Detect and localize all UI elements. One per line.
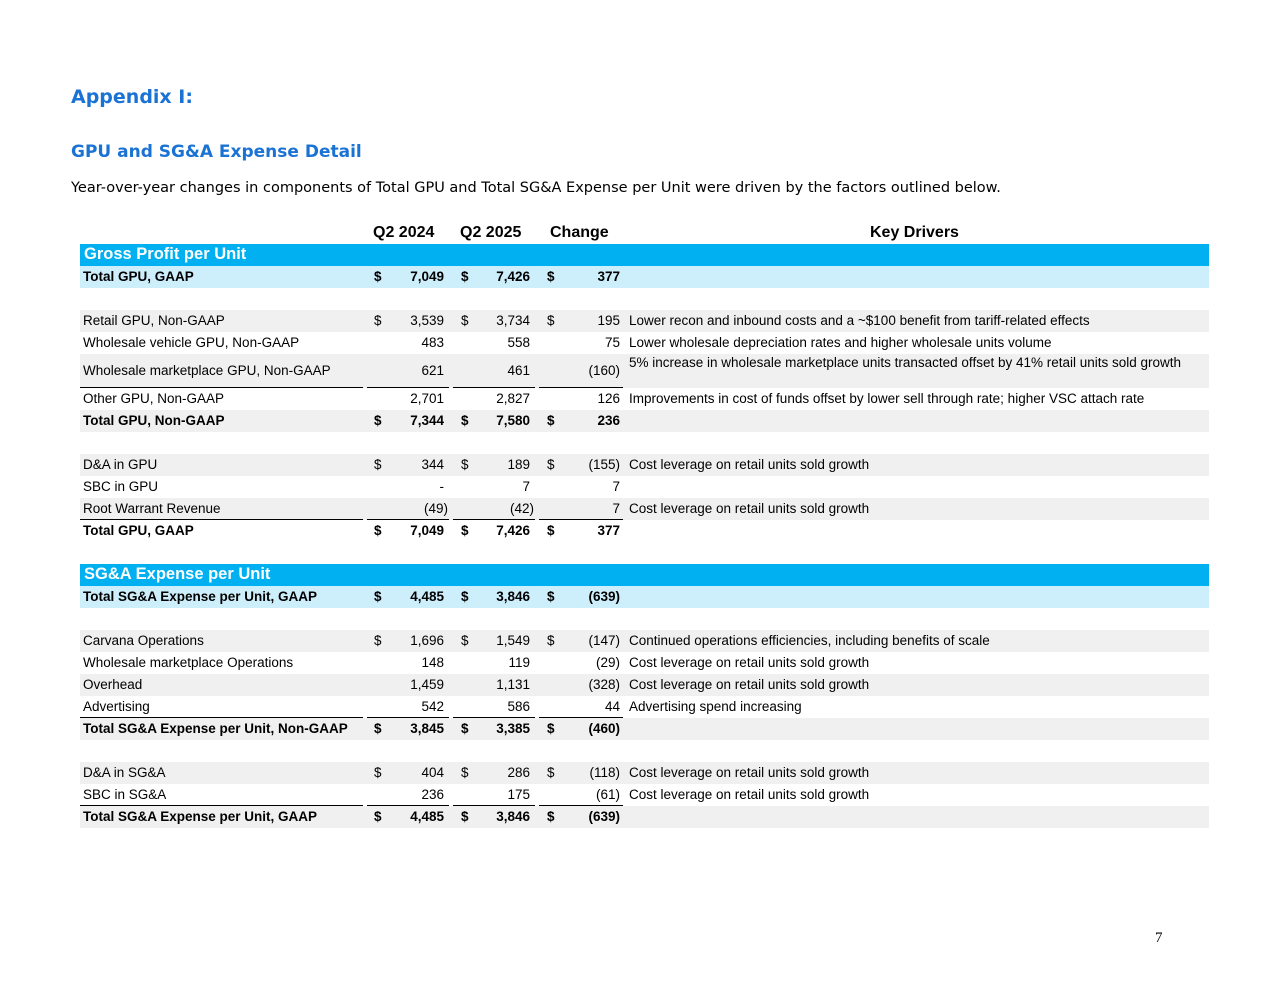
value-change: 7 bbox=[612, 501, 620, 516]
row-divider bbox=[453, 805, 535, 806]
currency-symbol: $ bbox=[547, 269, 555, 284]
value-q2-2025: 461 bbox=[507, 363, 530, 378]
value-change: (147) bbox=[588, 633, 620, 648]
row-divider bbox=[80, 717, 363, 718]
column-header-q2-2025: Q2 2025 bbox=[460, 224, 522, 241]
table-row bbox=[80, 266, 1209, 288]
value-q2-2025: 7,580 bbox=[496, 413, 530, 428]
value-q2-2025: 286 bbox=[507, 765, 530, 780]
value-change: 377 bbox=[597, 269, 620, 284]
value-q2-2024: 2,701 bbox=[410, 391, 444, 406]
value-change: 7 bbox=[612, 479, 620, 494]
value-q2-2025: 3,734 bbox=[496, 313, 530, 328]
currency-symbol: $ bbox=[547, 633, 555, 648]
value-change: 195 bbox=[597, 313, 620, 328]
value-change: (328) bbox=[588, 677, 620, 692]
currency-symbol: $ bbox=[547, 413, 555, 428]
value-q2-2024: 7,049 bbox=[410, 523, 444, 538]
intro-text: Year-over-year changes in components of Total GPU and Total SG&A Expense per Unit were driven by the factors outlined below. bbox=[71, 180, 1001, 196]
table-row bbox=[80, 586, 1209, 608]
row-label: SBC in GPU bbox=[83, 479, 159, 494]
currency-symbol: $ bbox=[547, 523, 555, 538]
currency-symbol: $ bbox=[374, 313, 382, 328]
currency-symbol: $ bbox=[374, 413, 382, 428]
table-row bbox=[80, 310, 1209, 332]
value-q2-2025: 189 bbox=[507, 457, 530, 472]
row-label: SBC in SG&A bbox=[83, 787, 167, 802]
row-label: Wholesale vehicle GPU, Non-GAAP bbox=[83, 335, 300, 350]
value-q2-2025: (42) bbox=[509, 501, 534, 516]
key-driver: Cost leverage on retail units sold growth bbox=[629, 677, 870, 692]
value-q2-2024: 148 bbox=[421, 655, 444, 670]
value-q2-2025: 119 bbox=[508, 655, 530, 670]
value-change: 236 bbox=[597, 413, 620, 428]
section-heading: GPU and SG&A Expense Detail bbox=[71, 142, 362, 162]
row-divider bbox=[453, 387, 535, 388]
spacer-row bbox=[80, 432, 1209, 454]
value-q2-2025: 2,827 bbox=[496, 391, 530, 406]
currency-symbol: $ bbox=[461, 765, 469, 780]
row-label: Total SG&A Expense per Unit, GAAP bbox=[83, 809, 318, 824]
value-q2-2024: 3,539 bbox=[410, 313, 444, 328]
currency-symbol: $ bbox=[374, 589, 382, 604]
row-label: Root Warrant Revenue bbox=[83, 501, 221, 516]
gpu-section-title: Gross Profit per Unit bbox=[84, 245, 247, 263]
row-divider bbox=[453, 519, 535, 520]
row-label: Other GPU, Non-GAAP bbox=[83, 391, 225, 406]
row-label: Total GPU, GAAP bbox=[83, 523, 194, 538]
key-driver: Cost leverage on retail units sold growth bbox=[629, 765, 870, 780]
currency-symbol: $ bbox=[461, 633, 469, 648]
table-row bbox=[80, 388, 1209, 410]
table-row bbox=[80, 718, 1209, 740]
currency-symbol: $ bbox=[374, 269, 382, 284]
currency-symbol: $ bbox=[461, 269, 469, 284]
value-change: (61) bbox=[595, 787, 620, 802]
key-driver: Cost leverage on retail units sold growth bbox=[629, 655, 870, 670]
row-label: Total SG&A Expense per Unit, GAAP bbox=[83, 589, 318, 604]
value-q2-2024: (49) bbox=[423, 501, 448, 516]
row-divider bbox=[367, 519, 449, 520]
value-change: 377 bbox=[597, 523, 620, 538]
currency-symbol: $ bbox=[547, 809, 555, 824]
currency-symbol: $ bbox=[461, 589, 469, 604]
value-q2-2024: 542 bbox=[421, 699, 444, 714]
row-divider bbox=[367, 717, 449, 718]
table-row bbox=[80, 652, 1209, 674]
value-q2-2025: 1,549 bbox=[496, 633, 530, 648]
row-label: Total SG&A Expense per Unit, Non-GAAP bbox=[83, 721, 348, 736]
value-change: 126 bbox=[597, 391, 620, 406]
table-row bbox=[80, 630, 1209, 652]
currency-symbol: $ bbox=[374, 633, 382, 648]
key-driver: Advertising spend increasing bbox=[629, 699, 802, 714]
row-label: D&A in SG&A bbox=[83, 765, 166, 780]
row-divider bbox=[367, 387, 449, 388]
row-divider bbox=[539, 387, 623, 388]
value-change: (639) bbox=[588, 589, 620, 604]
currency-symbol: $ bbox=[374, 765, 382, 780]
key-driver: Cost leverage on retail units sold growth bbox=[629, 501, 870, 516]
value-q2-2024: 404 bbox=[421, 765, 444, 780]
key-driver: Cost leverage on retail units sold growth bbox=[629, 457, 870, 472]
row-divider bbox=[367, 805, 449, 806]
row-label: Overhead bbox=[83, 677, 143, 692]
table-row bbox=[80, 410, 1209, 432]
row-label: Wholesale marketplace Operations bbox=[83, 655, 294, 670]
value-q2-2025: 3,846 bbox=[496, 809, 530, 824]
currency-symbol: $ bbox=[374, 721, 382, 736]
value-q2-2024: 7,049 bbox=[410, 269, 444, 284]
table-row bbox=[80, 498, 1209, 520]
value-q2-2025: 558 bbox=[507, 335, 530, 350]
value-q2-2024: 7,344 bbox=[410, 413, 444, 428]
value-q2-2024: 4,485 bbox=[410, 809, 444, 824]
column-header-change: Change bbox=[550, 224, 609, 241]
key-driver: Lower wholesale depreciation rates and higher wholesale units volume bbox=[629, 335, 1052, 350]
row-label: D&A in GPU bbox=[83, 457, 158, 472]
value-q2-2024: 621 bbox=[421, 363, 444, 378]
key-driver: Cost leverage on retail units sold growth bbox=[629, 787, 870, 802]
currency-symbol: $ bbox=[461, 413, 469, 428]
currency-symbol: $ bbox=[374, 457, 382, 472]
value-q2-2024: 236 bbox=[421, 787, 444, 802]
value-change: (460) bbox=[588, 721, 620, 736]
currency-symbol: $ bbox=[547, 589, 555, 604]
value-q2-2024: 344 bbox=[421, 457, 444, 472]
currency-symbol: $ bbox=[547, 765, 555, 780]
value-change: 75 bbox=[604, 335, 620, 350]
spacer-row bbox=[80, 740, 1209, 762]
table-row bbox=[80, 476, 1209, 498]
row-divider bbox=[539, 717, 623, 718]
sga-section-title: SG&A Expense per Unit bbox=[84, 565, 271, 583]
row-divider bbox=[453, 717, 535, 718]
currency-symbol: $ bbox=[461, 313, 469, 328]
row-label: Total GPU, Non-GAAP bbox=[83, 413, 225, 428]
currency-symbol: $ bbox=[461, 809, 469, 824]
row-label: Wholesale marketplace GPU, Non-GAAP bbox=[83, 363, 331, 378]
table-row bbox=[80, 784, 1209, 806]
value-q2-2024: - bbox=[439, 479, 444, 494]
table-row bbox=[80, 520, 1209, 542]
currency-symbol: $ bbox=[374, 809, 382, 824]
value-change: (118) bbox=[589, 765, 620, 780]
value-change: (155) bbox=[588, 457, 620, 472]
value-change: (29) bbox=[595, 655, 620, 670]
table-row bbox=[80, 806, 1209, 828]
currency-symbol: $ bbox=[547, 457, 555, 472]
value-change: (160) bbox=[588, 363, 620, 378]
key-driver: Improvements in cost of funds offset by lower sell through rate; higher VSC attach rate bbox=[629, 391, 1145, 406]
value-q2-2025: 3,385 bbox=[496, 721, 530, 736]
key-driver: 5% increase in wholesale marketplace units transacted offset by 41% retail units sold growth bbox=[629, 355, 1182, 370]
column-header-q2-2024: Q2 2024 bbox=[373, 224, 435, 241]
row-divider bbox=[80, 387, 363, 388]
value-q2-2025: 7 bbox=[522, 479, 530, 494]
table-row bbox=[80, 696, 1209, 718]
value-q2-2024: 483 bbox=[421, 335, 444, 350]
value-q2-2024: 4,485 bbox=[410, 589, 444, 604]
value-q2-2024: 3,845 bbox=[410, 721, 444, 736]
table-row bbox=[80, 674, 1209, 696]
spacer-row bbox=[80, 608, 1209, 630]
table-row bbox=[80, 454, 1209, 476]
value-change: 44 bbox=[604, 699, 620, 714]
value-q2-2025: 7,426 bbox=[496, 269, 530, 284]
table-row bbox=[80, 762, 1209, 784]
row-divider bbox=[539, 519, 623, 520]
currency-symbol: $ bbox=[374, 523, 382, 538]
sga-section-header bbox=[80, 564, 1209, 586]
currency-symbol: $ bbox=[461, 457, 469, 472]
currency-symbol: $ bbox=[547, 313, 555, 328]
value-q2-2025: 1,131 bbox=[496, 677, 530, 692]
value-q2-2024: 1,459 bbox=[410, 677, 444, 692]
row-divider bbox=[80, 519, 363, 520]
row-divider bbox=[539, 805, 623, 806]
currency-symbol: $ bbox=[461, 721, 469, 736]
key-driver: Continued operations efficiencies, including benefits of scale bbox=[629, 633, 990, 648]
value-change: (639) bbox=[588, 809, 620, 824]
key-driver: Lower recon and inbound costs and a ~$100 benefit from tariff-related effects bbox=[629, 313, 1090, 328]
row-divider bbox=[80, 805, 363, 806]
row-label: Advertising bbox=[83, 699, 150, 714]
value-q2-2025: 586 bbox=[507, 699, 530, 714]
spacer-row bbox=[80, 288, 1209, 310]
value-q2-2025: 3,846 bbox=[496, 589, 530, 604]
row-label: Carvana Operations bbox=[83, 633, 204, 648]
currency-symbol: $ bbox=[461, 523, 469, 538]
appendix-heading: Appendix I: bbox=[71, 86, 193, 108]
value-q2-2025: 7,426 bbox=[496, 523, 530, 538]
row-label: Total GPU, GAAP bbox=[83, 269, 194, 284]
value-q2-2024: 1,696 bbox=[410, 633, 444, 648]
row-label: Retail GPU, Non-GAAP bbox=[83, 313, 225, 328]
table-row bbox=[80, 354, 1209, 388]
table-row bbox=[80, 332, 1209, 354]
currency-symbol: $ bbox=[547, 721, 555, 736]
value-q2-2025: 175 bbox=[507, 787, 530, 802]
gpu-section-header bbox=[80, 244, 1209, 266]
column-header-key-drivers: Key Drivers bbox=[870, 224, 959, 241]
page-number: 7 bbox=[1155, 930, 1163, 946]
